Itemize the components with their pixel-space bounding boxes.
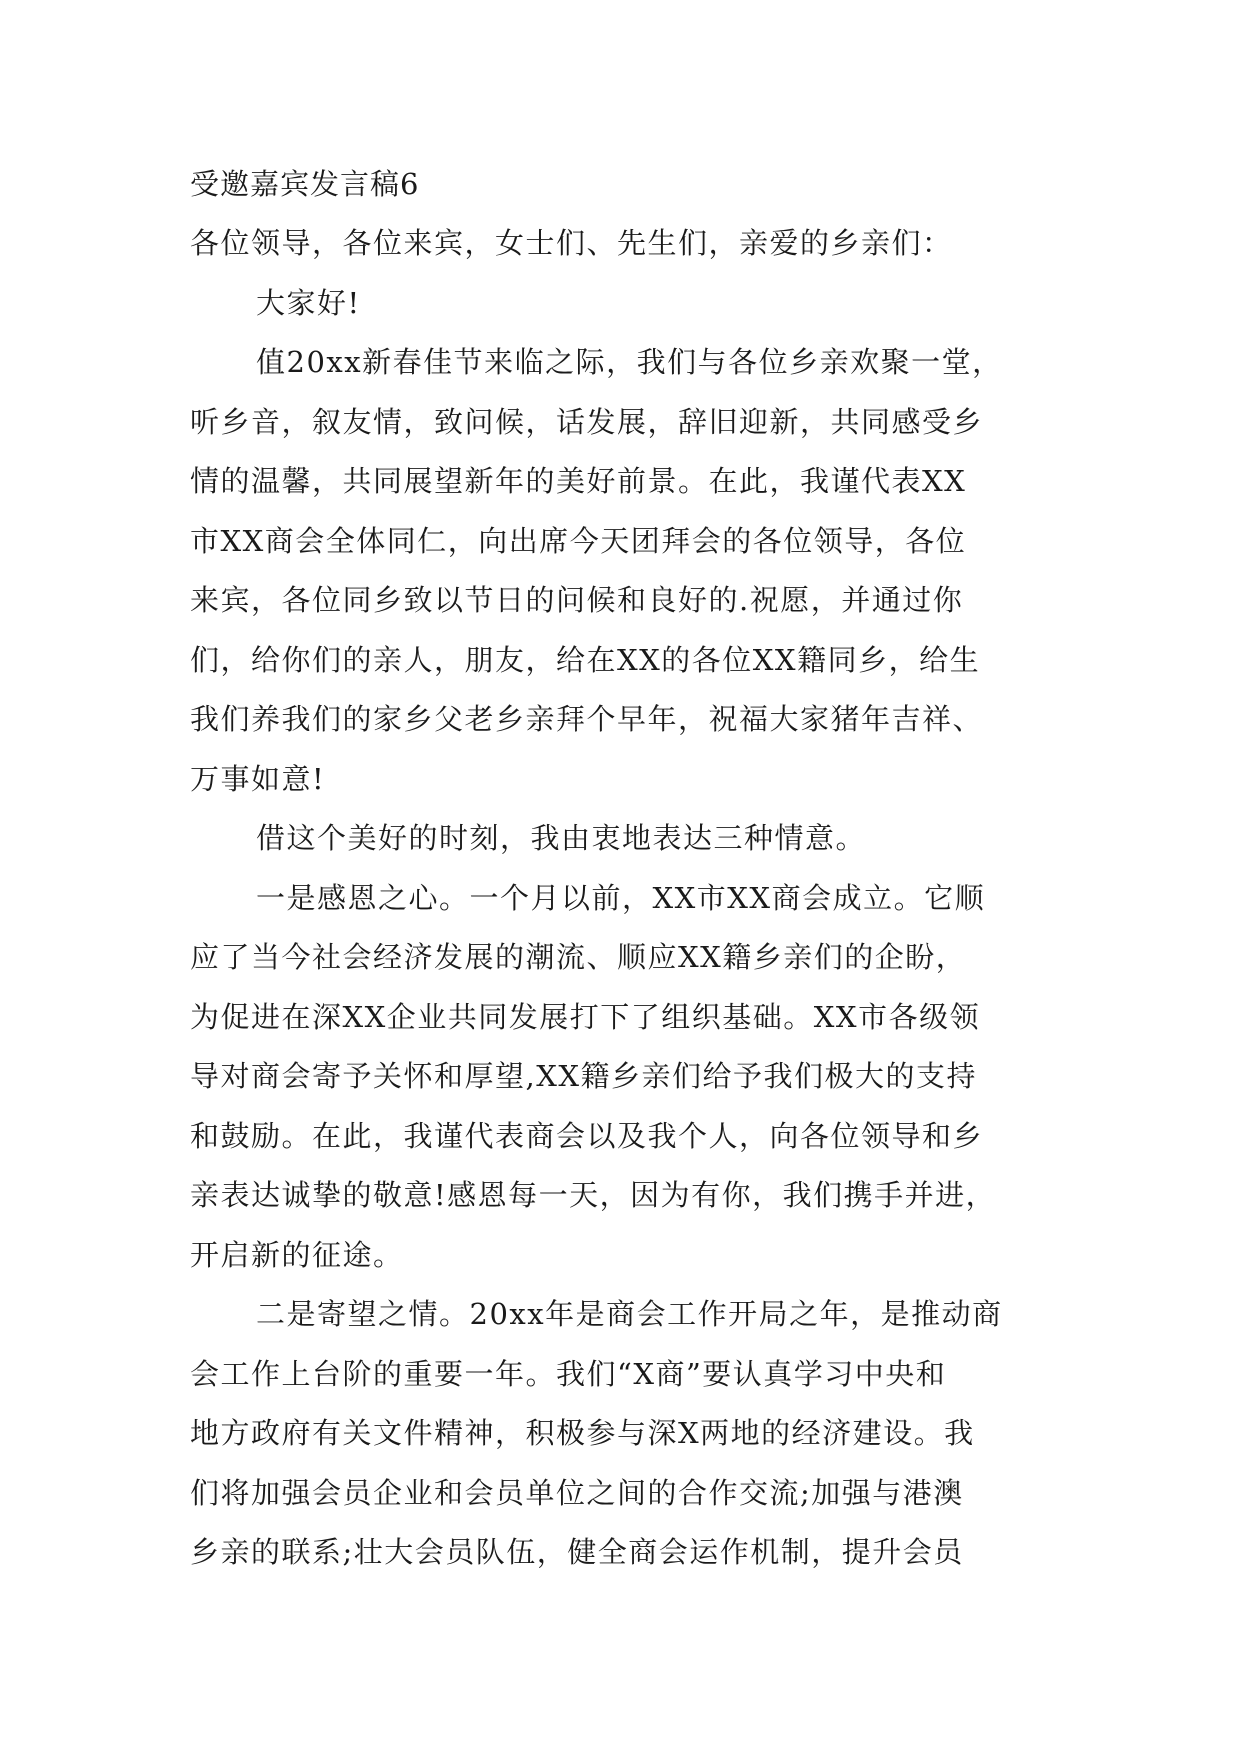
text-line: 我们养我们的家乡父老乡亲拜个早年，祝福大家猪年吉祥、	[190, 702, 984, 736]
text-line: 为促进在深XX企业共同发展打下了组织基础。XX市各级领	[190, 999, 981, 1034]
text-line: 来宾，各位同乡致以节日的问候和良好的.祝愿，并通过你	[190, 583, 964, 617]
document-body	[190, 154, 1050, 1583]
text-line: 乡亲的联系;壮大会员队伍，健全商会运作机制，提升会员	[190, 1535, 964, 1569]
text-line: 二是寄望之情。20xx年是商会工作开局之年，是推动商	[256, 1297, 1003, 1331]
text-line: 导对商会寄予关怀和厚望,XX籍乡亲们给予我们极大的支持	[190, 1059, 978, 1093]
text-line: 地方政府有关文件精神，积极参与深X两地的经济建设。我	[190, 1416, 975, 1450]
text-line: 亲表达诚挚的敬意!感恩每一天，因为有你，我们携手并进，	[190, 1178, 997, 1212]
text-line: 和鼓励。在此，我谨代表商会以及我个人，向各位领导和乡	[190, 1118, 984, 1153]
text-line: 各位领导，各位来宾，女士们、先生们，亲爱的乡亲们：	[190, 226, 953, 260]
speech-text	[190, 214, 1050, 1583]
text-line: 借这个美好的时刻，我由衷地表达三种情意。	[256, 821, 867, 855]
document-title: 受邀嘉宾发言稿6	[190, 167, 420, 201]
text-line: 市XX商会全体同仁，向出席今天团拜会的各位领导，各位	[190, 523, 967, 558]
text-line: 会工作上台阶的重要一年。我们“X商”要认真学习中央和	[190, 1356, 947, 1391]
text-line: 们将加强会员企业和会员单位之间的合作交流;加强与港澳	[190, 1475, 964, 1510]
text-line: 情的温馨，共同展望新年的美好前景。在此，我谨代表XX	[190, 464, 967, 498]
text-line: 们，给你们的亲人，朋友，给在XX的各位XX籍同乡，给生	[190, 642, 981, 677]
text-line: 应了当今社会经济发展的潮流、顺应XX籍乡亲们的企盼，	[190, 940, 967, 974]
text-line: 万事如意!	[190, 761, 326, 796]
text-line: 大家好!	[256, 285, 361, 320]
text-line: 值20xx新春佳节来临之际，我们与各位乡亲欢聚一堂，	[256, 345, 1003, 379]
text-line: 听乡音，叙友情，致问候，话发展，辞旧迎新，共同感受乡	[190, 404, 984, 439]
text-line: 开启新的征途。	[190, 1237, 404, 1272]
text-line: 一是感恩之心。一个月以前，XX市XX商会成立。它顺	[256, 880, 986, 915]
